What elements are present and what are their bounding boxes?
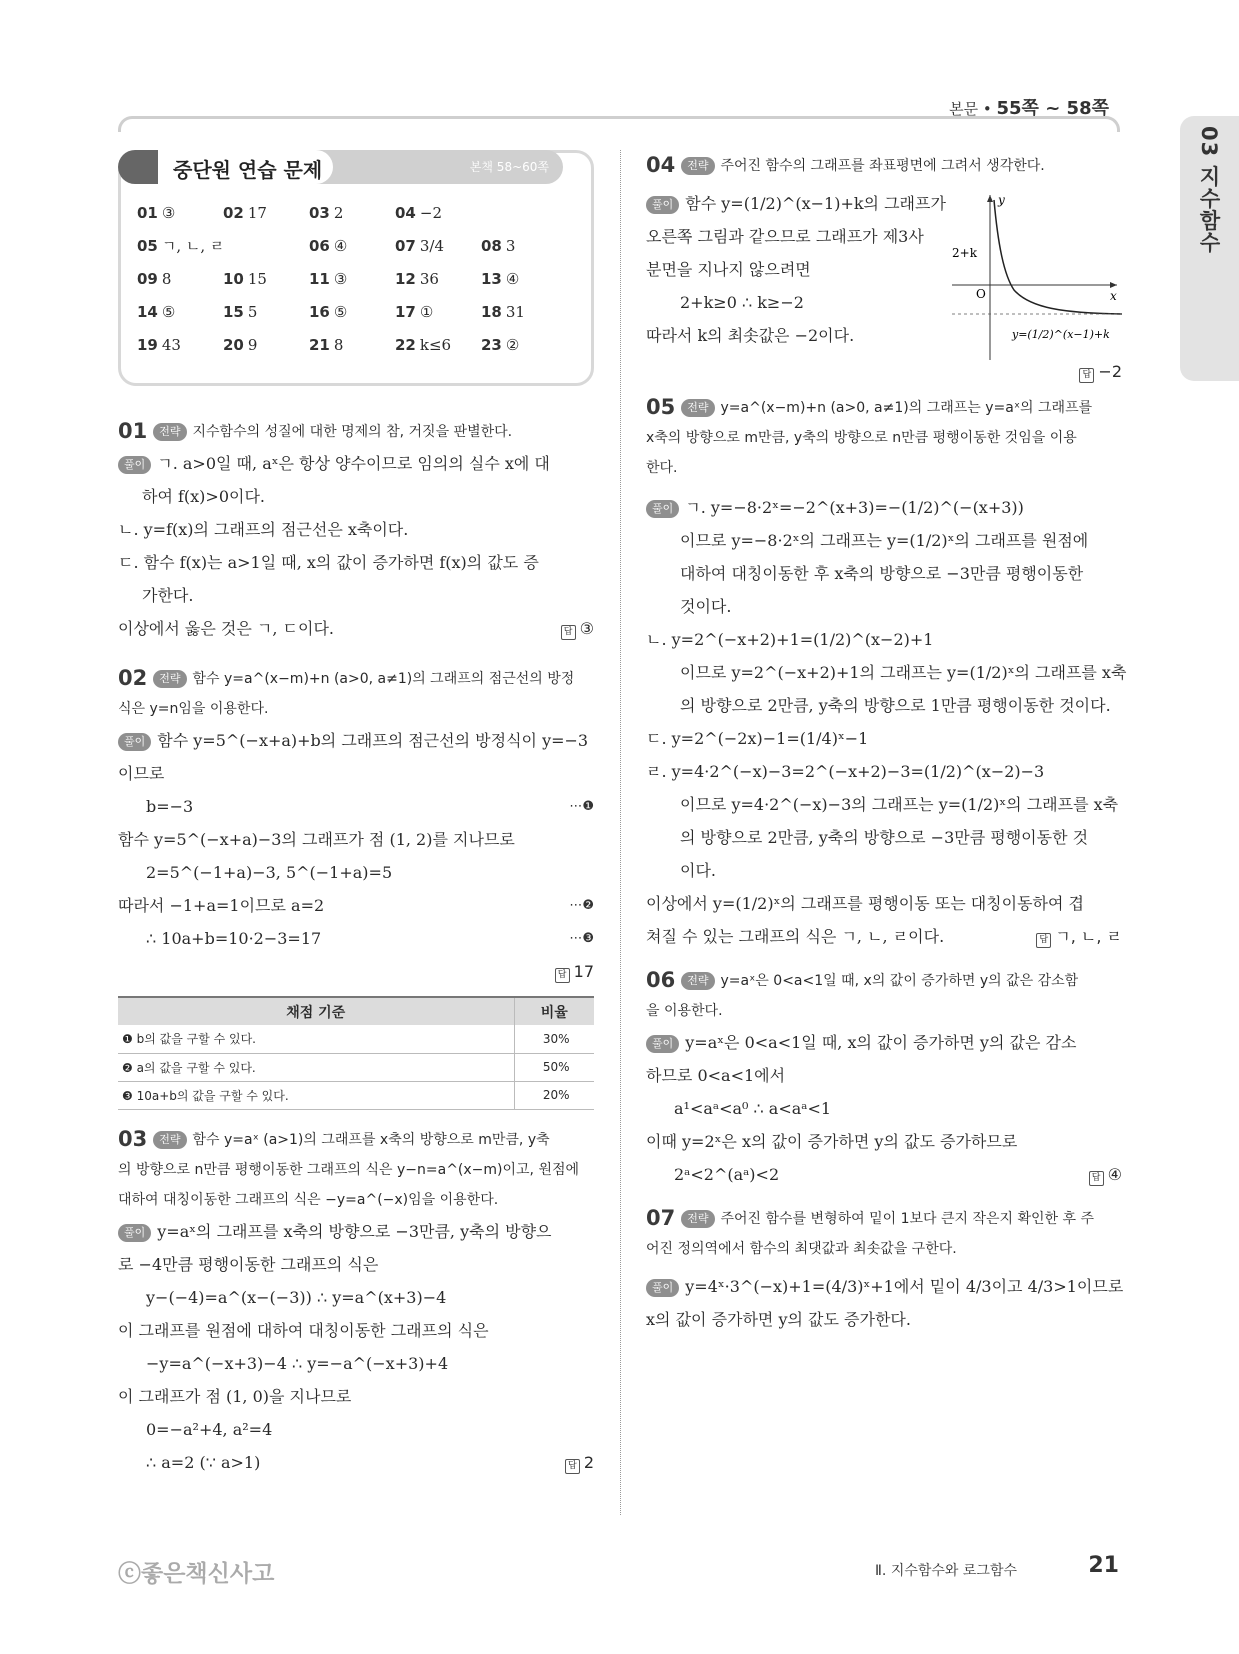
- solution-line: 이다.: [680, 861, 716, 880]
- problem-number: 01: [118, 419, 148, 443]
- answer-row: [137, 197, 567, 230]
- answer-cell: 18 31: [481, 303, 525, 321]
- solution-line: 이므로 y=2^(−x+2)+1의 그래프는 y=(1/2)ˣ의 그래프를 x축: [680, 663, 1127, 682]
- solution-badge: 풀이: [646, 1035, 679, 1053]
- solution-line: y=aˣ의 그래프를 x축의 방향으로 −3만큼, y축의 방향으: [157, 1221, 552, 1241]
- answer-box-icon: 답: [1079, 368, 1094, 383]
- answer-cell: 16 ⑤: [309, 303, 348, 321]
- problem-01: [118, 416, 594, 645]
- answer-cell: 09 8: [137, 270, 172, 288]
- problem-04: [646, 150, 1122, 382]
- answer-mark: 답 17: [555, 955, 594, 988]
- strategy-badge: 전략: [153, 423, 186, 441]
- graph-y-intercept-label: 2+k: [952, 246, 977, 260]
- strategy-badge: 전략: [681, 972, 714, 990]
- step-marker: ⋯❶: [569, 799, 594, 814]
- solution-line: 이므로 y=4·2^(−x)−3의 그래프는 y=(1/2)ˣ의 그래프를 x축: [680, 795, 1119, 814]
- solution-line: 2ᵃ<2^(aᵃ)<2: [674, 1165, 780, 1184]
- solution-line: ㄷ. y=2^(−2x)−1=(1/4)ˣ−1: [646, 729, 869, 748]
- solution-line: 함수 y=5^(−x+a)−3의 그래프가 점 (1, 2)를 지나므로: [118, 830, 515, 849]
- strategy-badge: 전략: [681, 157, 714, 175]
- answer-mark: 답 2: [565, 1446, 594, 1479]
- problem-03: [118, 1124, 594, 1479]
- solution-line: ∴ a=2 (∵ a>1): [146, 1452, 261, 1472]
- solution-line: 2+k≥0 ∴ k≥−2: [680, 293, 804, 312]
- graph-y-label: y: [998, 193, 1005, 207]
- answer-cell: 07 3/4: [395, 237, 445, 255]
- solution-line: x의 값이 증가하면 y의 값도 증가한다.: [646, 1310, 911, 1329]
- chapter-side-tab-label: 03 지수함수: [1197, 126, 1221, 254]
- solution-line: ㄱ. y=−8·2ˣ=−2^(x+3)=−(1/2)^(−(x+3)): [685, 498, 1024, 517]
- strategy-text: 의 방향으로 n만큼 평행이동한 그래프의 식은 y−n=a^(x−m)이고, 원점에: [118, 1161, 580, 1178]
- answer-cell: 11 ③: [309, 270, 348, 288]
- strategy-text: 주어진 함수를 변형하여 밑이 1보다 큰지 작은지 확인한 후 주: [720, 1211, 1095, 1227]
- answer-cell: 04 −2: [395, 204, 442, 222]
- solution-badge: 풀이: [646, 1279, 679, 1297]
- answer-box-icon: 답: [555, 968, 570, 983]
- solution-line: 대하여 대칭이동한 후 x축의 방향으로 −3만큼 평행이동한: [680, 564, 1084, 583]
- problem-number: 04: [646, 153, 676, 177]
- column-divider: [620, 150, 621, 1515]
- scoring-header-criteria: 채점 기준: [118, 997, 514, 1025]
- solution-line: 함수 y=(1/2)^(x−1)+k의 그래프가: [685, 194, 946, 213]
- strategy-text: 함수 y=aˣ (a>1)의 그래프를 x축의 방향으로 m만큼, y축: [192, 1131, 550, 1148]
- graph-function-label: y=(1/2)^(x−1)+k: [1012, 328, 1110, 341]
- answer-mark: 답 −2: [1079, 355, 1122, 388]
- answer-cell: 21 8: [309, 336, 344, 354]
- answer-cell: 01 ③: [137, 204, 176, 222]
- strategy-text: 함수 y=a^(x−m)+n (a>0, a≠1)의 그래프의 점근선의 방정: [192, 671, 575, 687]
- solution-line: ㄴ. y=2^(−x+2)+1=(1/2)^(x−2)+1: [646, 630, 934, 649]
- top-rule: [118, 116, 1120, 132]
- scoring-table: [118, 996, 594, 1110]
- solution-line: ㄱ. a>0일 때, aˣ은 항상 양수이므로 임의의 실수 x에 대: [157, 454, 550, 473]
- answer-row: [137, 230, 567, 263]
- answer-row: [137, 329, 567, 362]
- solution-line: ㄴ. y=f(x)의 그래프의 점근선은 x축이다.: [118, 520, 409, 539]
- publisher-logo: ⓒ좋은책신사고: [118, 1561, 275, 1587]
- answer-mark: 답 ㄱ, ㄴ, ㄹ: [1036, 920, 1122, 953]
- solution-line: 의 방향으로 2만큼, y축의 방향으로 1만큼 평행이동한 것이다.: [680, 696, 1111, 715]
- graph-x-label: x: [1110, 289, 1117, 303]
- answer-cell: 10 15: [223, 270, 267, 288]
- strategy-text: 식은 y=n임을 이용한다.: [118, 701, 269, 717]
- scoring-header-ratio: 비율: [514, 997, 594, 1025]
- strategy-text: 어진 정의역에서 함수의 최댓값과 최솟값을 구한다.: [646, 1241, 957, 1257]
- solution-line: 것이다.: [680, 597, 732, 616]
- solution-line: 이상에서 y=(1/2)ˣ의 그래프를 평행이동 또는 대칭이동하여 겹: [646, 894, 1085, 913]
- solution-badge: 풀이: [118, 733, 151, 751]
- page-number: 21: [1088, 1553, 1119, 1578]
- solution-badge: 풀이: [118, 1224, 151, 1242]
- solution-line: 0=−a²+4, a²=4: [146, 1419, 273, 1439]
- solution-badge: 풀이: [646, 196, 679, 214]
- table-row: ❷ a의 값을 구할 수 있다. 50%: [118, 1053, 594, 1081]
- summary-title-bar: [118, 150, 563, 184]
- answer-cell: 03 2: [309, 204, 344, 222]
- solution-line: 이 그래프를 원점에 대하여 대칭이동한 그래프의 식은: [118, 1320, 489, 1340]
- answer-grid: [137, 197, 567, 362]
- problem-07: [646, 1203, 1122, 1336]
- answer-mark: 답 ④: [1089, 1158, 1122, 1191]
- answer-box-icon: 답: [561, 625, 576, 640]
- solution-badge: 풀이: [646, 500, 679, 518]
- answer-cell: 14 ⑤: [137, 303, 176, 321]
- answer-cell: 02 17: [223, 204, 267, 222]
- solution-line: ㄷ. 함수 f(x)는 a>1일 때, x의 값이 증가하면 f(x)의 값도 증: [118, 553, 539, 572]
- answer-cell: 22 k≤6: [395, 336, 452, 354]
- solution-line: 따라서 −1+a=1이므로 a=2: [118, 896, 325, 915]
- solution-line: 의 방향으로 2만큼, y축의 방향으로 −3만큼 평행이동한 것: [680, 828, 1089, 847]
- solution-line: 함수 y=5^(−x+a)+b의 그래프의 점근선의 방정식이 y=−3: [157, 731, 589, 750]
- solution-line: a¹<aᵃ<a⁰ ∴ a<aᵃ<1: [674, 1099, 832, 1118]
- answer-box-icon: 답: [1036, 933, 1051, 948]
- exponential-graph: [952, 190, 1122, 360]
- solution-line: ㄹ. y=4·2^(−x)−3=2^(−x+2)−3=(1/2)^(x−2)−3: [646, 762, 1045, 781]
- answer-cell: 20 9: [223, 336, 258, 354]
- problem-05: [646, 392, 1127, 953]
- answer-cell: 05 ㄱ, ㄴ, ㄹ: [137, 237, 225, 255]
- strategy-text: y=aˣ은 0<a<1일 때, x의 값이 증가하면 y의 값은 감소함: [720, 973, 1079, 989]
- answer-cell: 06 ④: [309, 237, 348, 255]
- footer-chapter-title: Ⅱ. 지수함수와 로그함수: [875, 1563, 1017, 1579]
- table-row: ❶ b의 값을 구할 수 있다. 30%: [118, 1025, 594, 1053]
- problem-number: 03: [118, 1126, 148, 1151]
- strategy-text: 한다.: [646, 460, 678, 476]
- answer-summary-box: [118, 150, 594, 386]
- solution-line: 하여 f(x)>0이다.: [142, 487, 266, 506]
- solution-line: 이므로 y=−8·2ˣ의 그래프는 y=(1/2)ˣ의 그래프를 원점에: [680, 531, 1089, 550]
- answer-cell: 08 3: [481, 237, 516, 255]
- strategy-text: 주어진 함수의 그래프를 좌표평면에 그려서 생각한다.: [720, 158, 1045, 174]
- strategy-badge: 전략: [681, 399, 714, 417]
- answer-mark: 답 ③: [561, 612, 594, 645]
- step-marker: ⋯❸: [569, 931, 594, 946]
- answer-box-icon: 답: [565, 1459, 580, 1474]
- answer-cell: 13 ④: [481, 270, 520, 288]
- strategy-badge: 전략: [681, 1210, 714, 1228]
- strategy-text: 지수함수의 성질에 대한 명제의 참, 거짓을 판별한다.: [192, 424, 513, 440]
- strategy-text: 을 이용한다.: [646, 1003, 723, 1019]
- solution-line: 오른쪽 그림과 같으므로 그래프가 제3사: [646, 227, 924, 246]
- solution-line: 이때 y=2ˣ은 x의 값이 증가하면 y의 값도 증가하므로: [646, 1132, 1018, 1151]
- table-row: ❸ 10a+b의 값을 구할 수 있다. 20%: [118, 1081, 594, 1109]
- solution-line: y=4ˣ·3^(−x)+1=(4/3)ˣ+1에서 밑이 4/3이고 4/3>1이므로: [685, 1277, 1124, 1296]
- problem-number: 02: [118, 666, 148, 690]
- solution-line: −y=a^(−x+3)−4 ∴ y=−a^(−x+3)+4: [146, 1353, 449, 1373]
- solution-line: y=aˣ은 0<a<1일 때, x의 값이 증가하면 y의 값은 감소: [685, 1033, 1077, 1052]
- curve: [994, 200, 1122, 314]
- chapter-side-tab: [1180, 116, 1239, 381]
- strategy-badge: 전략: [153, 1131, 186, 1149]
- strategy-badge: 전략: [153, 670, 186, 688]
- y-axis-arrow-icon: [987, 195, 993, 202]
- header-page-range: 본문 • 55쪽 ~ 58쪽: [949, 98, 1109, 119]
- solution-line: ∴ 10a+b=10·2−3=17: [146, 929, 322, 948]
- solution-line: 따라서 k의 최솟값은 −2이다.: [646, 326, 855, 345]
- x-axis-arrow-icon: [1110, 282, 1117, 288]
- problem-06: [646, 965, 1122, 1191]
- summary-title: 중단원 연습 문제: [173, 158, 323, 182]
- answer-cell: 23 ②: [481, 336, 520, 354]
- strategy-text: 대하여 대칭이동한 그래프의 식은 −y=a^(−x)임을 이용한다.: [118, 1191, 499, 1208]
- answer-cell: 15 5: [223, 303, 258, 321]
- solution-line: 로 −4만큼 평행이동한 그래프의 식은: [118, 1254, 379, 1274]
- solution-line: 쳐질 수 있는 그래프의 식은 ㄱ, ㄴ, ㄹ이다.: [646, 927, 945, 946]
- answer-row: [137, 296, 567, 329]
- solution-line: b=−3: [146, 797, 194, 816]
- graph-origin-label: O: [976, 287, 986, 301]
- solution-line: y−(−4)=a^(x−(−3)) ∴ y=a^(x+3)−4: [146, 1287, 447, 1307]
- problem-number: 07: [646, 1206, 676, 1230]
- solution-line: 이므로: [118, 764, 165, 783]
- answer-cell: 17 ①: [395, 303, 434, 321]
- answer-row: [137, 263, 567, 296]
- solution-line: 분면을 지나지 않으려면: [646, 260, 811, 279]
- summary-book-ref: 본책 58~60쪽: [469, 160, 549, 174]
- solution-line: 가한다.: [142, 586, 194, 605]
- answer-box-icon: 답: [1089, 1171, 1104, 1186]
- problem-02: [118, 663, 594, 1110]
- left-column: [118, 150, 594, 1479]
- solution-line: 하므로 0<a<1에서: [646, 1066, 786, 1085]
- problem-number: 05: [646, 395, 676, 419]
- answer-cell: 12 36: [395, 270, 439, 288]
- strategy-text: x축의 방향으로 m만큼, y축의 방향으로 n만큼 평행이동한 것임을 이용: [646, 430, 1077, 446]
- problem-number: 06: [646, 968, 676, 992]
- strategy-text: y=a^(x−m)+n (a>0, a≠1)의 그래프는 y=aˣ의 그래프를: [720, 400, 1093, 416]
- step-marker: ⋯❷: [569, 898, 594, 913]
- answer-cell: 19 43: [137, 336, 181, 354]
- solution-line: 이상에서 옳은 것은 ㄱ, ㄷ이다.: [118, 619, 334, 638]
- right-column: [646, 150, 1127, 1336]
- solution-line: 이 그래프가 점 (1, 0)을 지나므로: [118, 1386, 352, 1406]
- solution-line: 2=5^(−1+a)−3, 5^(−1+a)=5: [146, 863, 393, 882]
- solution-badge: 풀이: [118, 456, 151, 474]
